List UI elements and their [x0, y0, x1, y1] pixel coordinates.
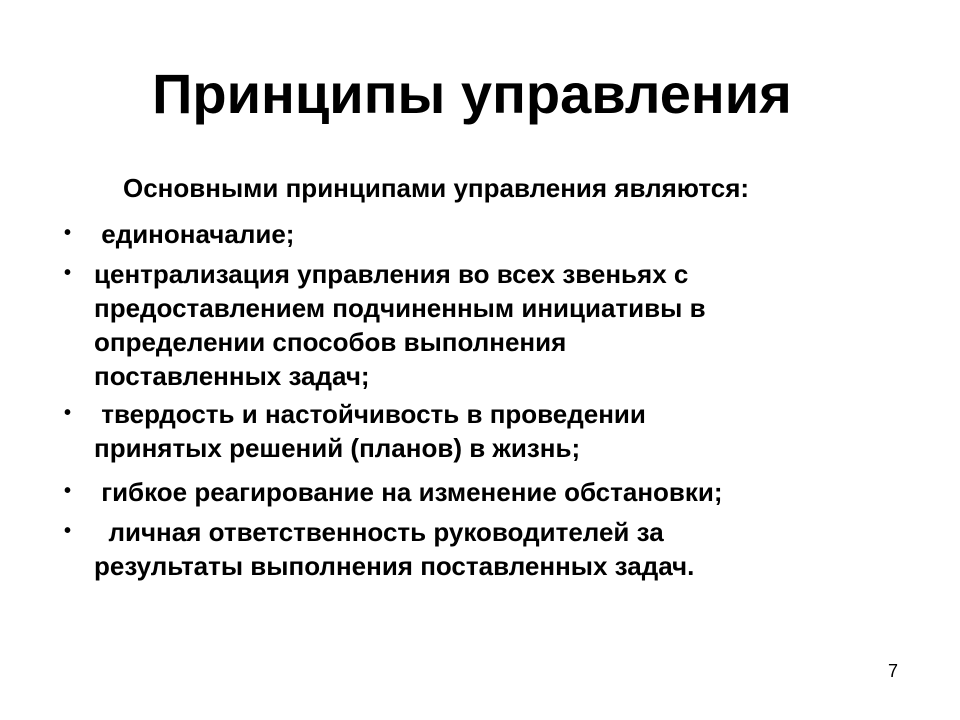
bullet-text: единоначалие; — [94, 219, 295, 249]
bullet-icon: • — [64, 222, 72, 244]
bullet-icon: • — [64, 402, 72, 424]
page-number: 7 — [888, 661, 899, 681]
bullet-text: централизация управления во всех звеньях с предоставлением подчиненным инициативы в определении способов выполнения поставленных задач; — [94, 259, 706, 391]
bullet-text: твердость и настойчивость в проведении принятых решений (планов) в жизнь; — [94, 399, 646, 463]
bullet-icon: • — [64, 480, 72, 502]
intro-text: Основными принципами управления являются: — [123, 173, 750, 203]
bullet-text: гибкое реагирование на изменение обстановки; — [94, 477, 723, 507]
slide-title: Принципы управления — [152, 62, 792, 125]
bullet-icon: • — [64, 520, 72, 542]
bullet-icon: • — [64, 262, 72, 284]
bullet-text: личная ответственность руководителей за результаты выполнения поставленных задач. — [94, 517, 695, 581]
